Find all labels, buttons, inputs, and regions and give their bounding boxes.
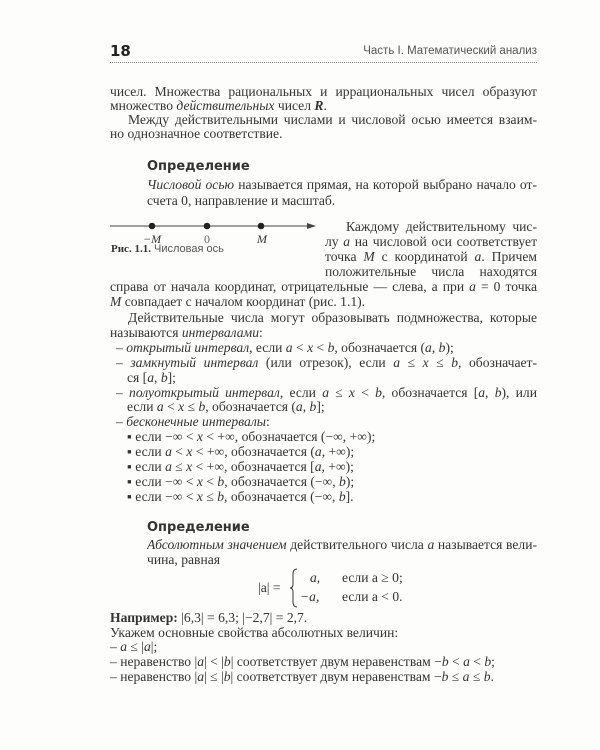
text-line (127, 474, 354, 490)
text-line (147, 177, 537, 193)
emphasis-text: интервалами (181, 325, 260, 340)
text-segment: < (292, 340, 308, 355)
text-line (110, 325, 263, 341)
emphasis-text: x (186, 444, 193, 459)
text-line (325, 234, 537, 250)
emphasis-text: a (143, 639, 151, 654)
emphasis-text: x (348, 385, 355, 400)
text-segment: чисел (274, 98, 315, 113)
text-segment: Укажем основные свойства абсолютных величин: (110, 625, 399, 640)
text-segment: , обозначается ( (205, 399, 296, 414)
brace-icon (289, 568, 299, 608)
point-m (258, 223, 265, 230)
text-segment: < (313, 340, 328, 355)
text-segment: лу (325, 234, 344, 249)
text-line (116, 355, 537, 371)
number-line-axis (108, 218, 318, 246)
figure-caption (111, 243, 224, 255)
emphasis-text: открытый интервал (126, 340, 250, 355)
text-segment: совпадает с началом координат (рис. 1.1). (121, 294, 366, 309)
emphasis-text: a (462, 669, 470, 684)
emphasis-text: x (178, 399, 185, 414)
text-segment: действительного числа (286, 537, 428, 552)
text-segment: с координатой (374, 249, 475, 264)
text-segment: точка (325, 249, 364, 264)
axis-label-zero: 0 (204, 232, 210, 246)
emphasis-text: a (314, 444, 322, 459)
text-line (127, 399, 325, 415)
text-segment: ≤ (328, 385, 349, 400)
emphasis-text: b (483, 669, 491, 684)
text-segment: , (154, 370, 161, 385)
emphasis-text: действительных (176, 98, 275, 113)
text-segment: справа от начала координат, отрицательные — слева, а при (110, 279, 470, 294)
text-line (127, 444, 354, 460)
emphasis-text: b (451, 355, 459, 370)
emphasis-text: b (309, 399, 317, 414)
text-segment: , если (249, 340, 286, 355)
text-segment: ; (491, 654, 495, 669)
text-segment: называется вели- (434, 537, 537, 552)
text-line (325, 264, 537, 280)
emphasis-text: b (438, 340, 446, 355)
text-segment: ≤ (428, 355, 452, 370)
emphasis-text: b (160, 370, 168, 385)
text-segment: ▪ если −∞ < (127, 429, 197, 444)
text-segment: положительные числа находятся (325, 264, 537, 279)
case2-condition: если a < 0. (342, 589, 403, 604)
emphasis-text: a (197, 669, 204, 684)
text-line (127, 489, 354, 505)
point-minus-m (149, 223, 156, 230)
emphasis-text: x (307, 340, 314, 355)
text-line (147, 193, 335, 209)
text-segment: < (202, 474, 218, 489)
emphasis-text: b (375, 385, 382, 400)
emphasis-text: M (363, 249, 375, 264)
text-segment: , обозначается (−∞, (224, 474, 340, 489)
axis-label-m: M (257, 232, 267, 246)
text-line (110, 610, 307, 626)
emphasis-text: x (186, 459, 193, 474)
emphasis-text: Числовой осью (147, 177, 235, 192)
emphasis-text: b (217, 474, 225, 489)
text-segment: называется прямая, на которой выбрано начало от- (234, 177, 537, 192)
text-segment: ≤ | (127, 639, 144, 654)
text-segment: : (265, 414, 270, 429)
emphasis-text: a (285, 340, 293, 355)
text-segment: – (116, 385, 130, 400)
text-segment: Каждому действительному чис- (346, 219, 537, 234)
point-zero (204, 223, 211, 230)
emphasis-text: a (343, 234, 351, 249)
text-segment: , (302, 399, 310, 414)
text-segment: множество (110, 98, 177, 113)
case1-value: a, (310, 570, 321, 585)
text-segment: |; (150, 639, 158, 654)
text-line (116, 414, 270, 430)
text-segment: ся [ (127, 370, 148, 385)
text-segment: ]; (316, 399, 325, 414)
emphasis-text: a (463, 654, 470, 669)
text-segment: ); (445, 340, 454, 355)
emphasis-text: a (425, 340, 432, 355)
text-segment: < (163, 399, 179, 414)
text-segment: , если (279, 385, 323, 400)
text-segment: , обозначается (−∞, (224, 489, 339, 504)
emphasis-text: a (165, 444, 172, 459)
text-segment: . (323, 98, 327, 113)
emphasis-text: a (295, 399, 303, 414)
text-segment: ▪ если −∞ < (127, 474, 197, 489)
text-segment: = 0 точка (475, 279, 537, 294)
case2-value: −a, (300, 589, 320, 604)
text-line (110, 126, 282, 142)
text-segment: | соответствует двум неравенствам − (230, 654, 442, 669)
text-segment: , +∞); (321, 459, 354, 474)
emphasis-text: a (147, 370, 155, 385)
text-segment: , обозначается ( (334, 340, 426, 355)
emphasis-text: b (327, 340, 335, 355)
running-title: Часть I. Математический анализ (363, 45, 537, 57)
text-segment: чисел. Множества рациональных и иррациональных чисел образуют (110, 84, 537, 99)
emphasis-text: a (478, 385, 486, 400)
text-line (110, 669, 494, 685)
text-segment: – (116, 414, 127, 429)
text-line (127, 459, 354, 475)
text-segment: . Причем (481, 249, 537, 264)
emphasis-text: b (223, 669, 231, 684)
text-line (325, 249, 537, 265)
text-segment: | < | (204, 654, 224, 669)
text-segment: , +∞); (321, 444, 355, 459)
text-line (116, 340, 454, 356)
text-segment: если (127, 399, 157, 414)
arrow-icon (307, 223, 316, 229)
emphasis-text: M (110, 294, 122, 309)
emphasis-text: b (338, 489, 346, 504)
emphasis-text: x (196, 429, 203, 444)
emphasis-text: a (156, 399, 164, 414)
text-line (147, 537, 537, 553)
text-line (128, 310, 537, 326)
emphasis-text: a (197, 654, 204, 669)
axis-label-minus-m: −M (143, 232, 162, 246)
emphasis-text: b (198, 399, 206, 414)
emphasis-text: x (196, 489, 203, 504)
emphasis-text: бесконечные интервалы (126, 414, 266, 429)
text-segment: (или отрезок), если (258, 355, 394, 370)
text-segment: | ≤ | (204, 669, 224, 684)
case1-condition: если a ≥ 0; (342, 570, 403, 585)
text-segment: | соответствует двум неравенствам − (230, 669, 442, 684)
text-segment: ≤ (202, 489, 218, 504)
text-segment: ]; (167, 370, 176, 385)
text-line (110, 279, 537, 295)
emphasis-text: a (469, 279, 476, 294)
text-segment: ≤ (184, 399, 199, 414)
emphasis-text: b (223, 654, 231, 669)
emphasis-text: b (217, 489, 225, 504)
text-segment: ▪ если (127, 459, 166, 474)
text-segment: Между действительными числами и числовой осью имеется взаим- (128, 112, 537, 127)
caption-text: Числовая ось (150, 243, 224, 255)
text-segment: ≤ (469, 669, 484, 684)
text-line (346, 219, 537, 235)
text-segment: ▪ если (127, 444, 166, 459)
text-segment: , обозначается [ (381, 385, 479, 400)
text-segment: , обозначает- (458, 355, 537, 370)
text-segment: счета 0, направление и масштаб. (147, 193, 336, 208)
text-segment: ≤ (400, 355, 423, 370)
formula-lhs: |a| = (258, 580, 281, 595)
emphasis-text: a (322, 385, 329, 400)
emphasis-text: замкнутый интервал (130, 355, 259, 370)
emphasis-text: b (494, 385, 502, 400)
text-segment: ≤ (171, 459, 187, 474)
text-segment: чина, равная (147, 552, 221, 567)
emphasis-text: a (120, 639, 127, 654)
text-segment: на числовой оси соответствует (350, 234, 537, 249)
text-segment: – (116, 340, 127, 355)
text-segment: – неравенство | (110, 654, 198, 669)
text-segment: называются (110, 325, 182, 340)
emphasis-text: x (422, 355, 429, 370)
text-segment: ), или (501, 385, 537, 400)
text-line (110, 654, 495, 670)
text-segment: – (110, 639, 121, 654)
text-segment: . (490, 669, 494, 684)
text-segment: , (431, 340, 439, 355)
definition-heading: Определение (147, 520, 250, 535)
text-line (147, 552, 220, 568)
emphasis-text: b (339, 474, 346, 489)
text-segment: < +∞, обозначается [ (192, 459, 315, 474)
text-segment: < +∞, обозначается (−∞, +∞); (202, 429, 376, 444)
emphasis-text: b (441, 654, 449, 669)
text-segment: < (354, 385, 376, 400)
text-line (127, 429, 375, 445)
text-segment: ▪ если −∞ < (127, 489, 197, 504)
text-line (110, 294, 365, 310)
text-segment: |6,3| = 6,3; |−2,7| = 2,7. (177, 610, 308, 625)
emphasis-text: a (393, 355, 401, 370)
text-segment: < (448, 654, 464, 669)
emphasis-text: a (314, 459, 322, 474)
emphasis-text: R (314, 98, 324, 113)
emphasis-text: a (427, 537, 435, 552)
text-segment: < (171, 444, 187, 459)
text-segment: но однозначное соответствие. (110, 126, 283, 141)
emphasis-text: Например: (110, 610, 178, 625)
emphasis-text: x (196, 474, 203, 489)
text-segment: ]. (345, 489, 354, 504)
header-divider (110, 62, 537, 63)
caption-label: Рис. 1.1. (111, 243, 151, 255)
text-line (127, 370, 176, 386)
text-segment: < +∞, обозначается ( (192, 444, 315, 459)
text-segment: – неравенство | (110, 669, 198, 684)
emphasis-text: a (474, 249, 482, 264)
emphasis-text: Абсолютным значением (147, 537, 287, 552)
text-line (110, 639, 157, 655)
page-number: 18 (110, 42, 131, 60)
emphasis-text: b (484, 654, 492, 669)
text-segment: , (485, 385, 495, 400)
emphasis-text: a (165, 459, 172, 474)
emphasis-text: полуоткрытый интервал (129, 385, 280, 400)
text-segment: Действительные числа могут образовывать подмножества, которые (128, 310, 537, 325)
emphasis-text: b (441, 669, 449, 684)
text-segment: : (259, 325, 263, 340)
abs-value-formula (258, 568, 438, 608)
text-segment: ≤ (448, 669, 463, 684)
text-segment: < (469, 654, 485, 669)
text-segment: – (116, 355, 131, 370)
text-segment: ); (345, 474, 355, 489)
definition-heading: Определение (147, 159, 250, 174)
